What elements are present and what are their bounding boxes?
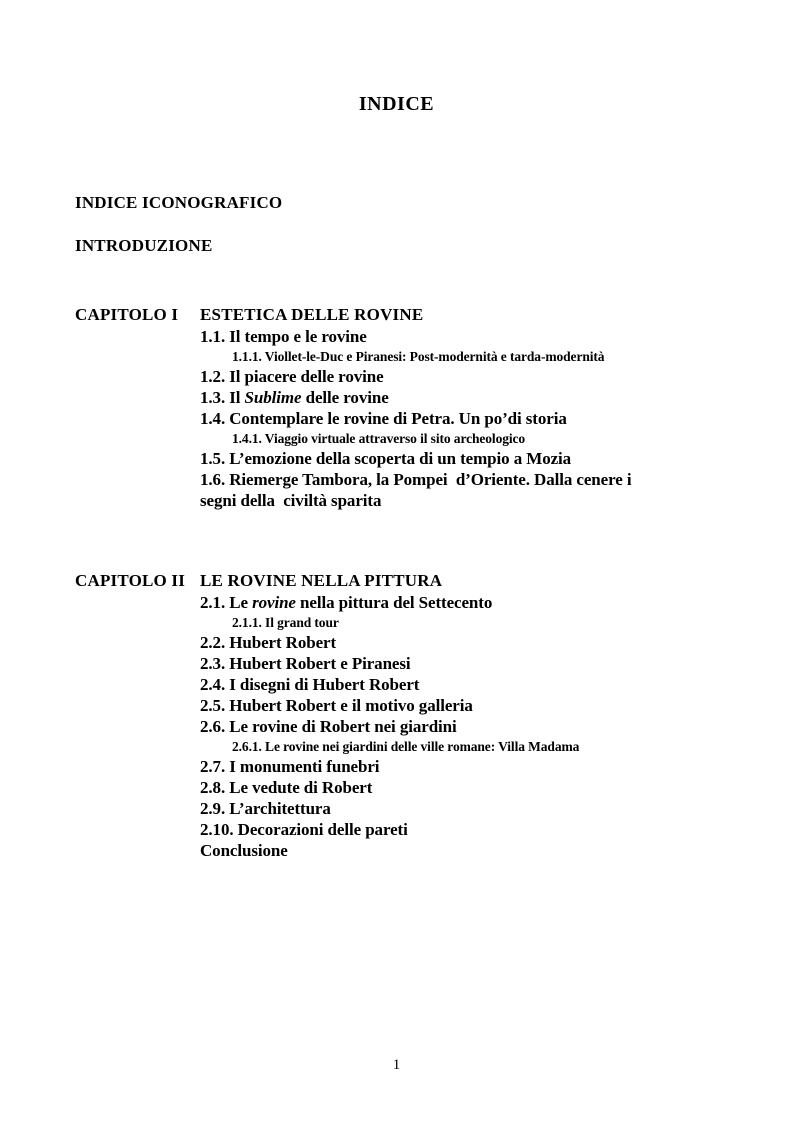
chapter-1-label: CAPITOLO I xyxy=(75,305,179,324)
toc-entry xyxy=(200,777,755,798)
toc-entry-text: 1.1. Il tempo e le rovine xyxy=(200,327,367,346)
toc-entry xyxy=(200,695,755,716)
chapter-1-entries xyxy=(75,326,755,511)
toc-entry-text: segni della civiltà sparita xyxy=(200,491,382,510)
toc-entry-text: 1.5. L’emozione della scoperta di un tempio a Mozia xyxy=(200,449,572,468)
toc-entry-text: nella pittura del Settecento xyxy=(295,593,493,612)
toc-entry xyxy=(200,840,755,861)
toc-entry xyxy=(200,798,755,819)
toc-entry xyxy=(200,408,755,429)
toc-entry-text: delle rovine xyxy=(301,388,389,407)
toc-entry xyxy=(232,347,755,366)
toc-entry-text: 2.3. Hubert Robert e Piranesi xyxy=(200,654,411,673)
page-title: INDICE xyxy=(358,93,435,115)
toc-entry-text: 2.5. Hubert Robert e il motivo galleria xyxy=(200,696,473,715)
heading-introduzione: INTRODUZIONE xyxy=(75,236,213,255)
toc-entry xyxy=(200,326,755,347)
toc-entry xyxy=(200,756,755,777)
toc-entry xyxy=(200,632,755,653)
toc-entry-text: 2.9. L’architettura xyxy=(200,799,331,818)
toc-entry xyxy=(200,469,755,511)
toc-entry-text: 1.4. Contemplare le rovine di Petra. Un po’di storia xyxy=(200,409,567,428)
chapter-2-title: LE ROVINE NELLA PITTURA xyxy=(200,571,443,590)
toc-entry-text: 1.4.1. Viaggio virtuale attraverso il sito archeologico xyxy=(232,431,526,446)
chapter-1-block xyxy=(75,304,755,511)
toc-entry xyxy=(200,366,755,387)
chapter-1-title: ESTETICA DELLE ROVINE xyxy=(200,305,424,324)
toc-entry xyxy=(200,819,755,840)
toc-entry-text: 2.6.1. Le rovine nei giardini delle ville romane: Villa Madama xyxy=(232,739,580,754)
toc-entry xyxy=(200,387,755,408)
toc-entry-text: 2.7. I monumenti funebri xyxy=(200,757,380,776)
chapter-2-entries xyxy=(75,592,755,861)
toc-entry-text: 2.1. Le xyxy=(200,593,253,612)
toc-entry-text: 2.8. Le vedute di Robert xyxy=(200,778,373,797)
chapter-2-block xyxy=(75,570,755,861)
toc-entry-text: 1.6. Riemerge Tambora, la Pompei d’Oriente. Dalla cenere i xyxy=(200,470,632,489)
toc-entry-text: 2.6. Le rovine di Robert nei giardini xyxy=(200,717,457,736)
toc-entry xyxy=(232,613,755,632)
toc-entry-text: 1.3. Il xyxy=(200,388,245,407)
toc-entry-italic-text: rovine xyxy=(252,593,296,612)
toc-entry xyxy=(200,592,755,613)
toc-entry-text: 1.1.1. Viollet-le-Duc e Piranesi: Post-modernità e tarda-modernità xyxy=(232,349,605,364)
chapter-2-heading xyxy=(75,570,755,592)
heading-indice-iconografico: INDICE ICONOGRAFICO xyxy=(75,193,283,212)
toc-entry-text: 2.10. Decorazioni delle pareti xyxy=(200,820,408,839)
toc-entry-text: 2.1.1. Il grand tour xyxy=(232,615,339,630)
toc-entry-italic-text: Sublime xyxy=(244,388,302,407)
toc-entry xyxy=(200,448,755,469)
toc-entry xyxy=(200,716,755,737)
chapter-1-heading xyxy=(75,304,755,326)
toc-entry xyxy=(200,674,755,695)
toc-entry-text: 1.2. Il piacere delle rovine xyxy=(200,367,384,386)
toc-entry xyxy=(232,737,755,756)
toc-entry-text: 2.2. Hubert Robert xyxy=(200,633,337,652)
page-number: 1 xyxy=(392,1057,401,1073)
chapter-2-label: CAPITOLO II xyxy=(75,571,186,590)
toc-entry xyxy=(232,429,755,448)
toc-entry-text: Conclusione xyxy=(200,841,288,860)
toc-entry xyxy=(200,653,755,674)
toc-entry-text: 2.4. I disegni di Hubert Robert xyxy=(200,675,420,694)
